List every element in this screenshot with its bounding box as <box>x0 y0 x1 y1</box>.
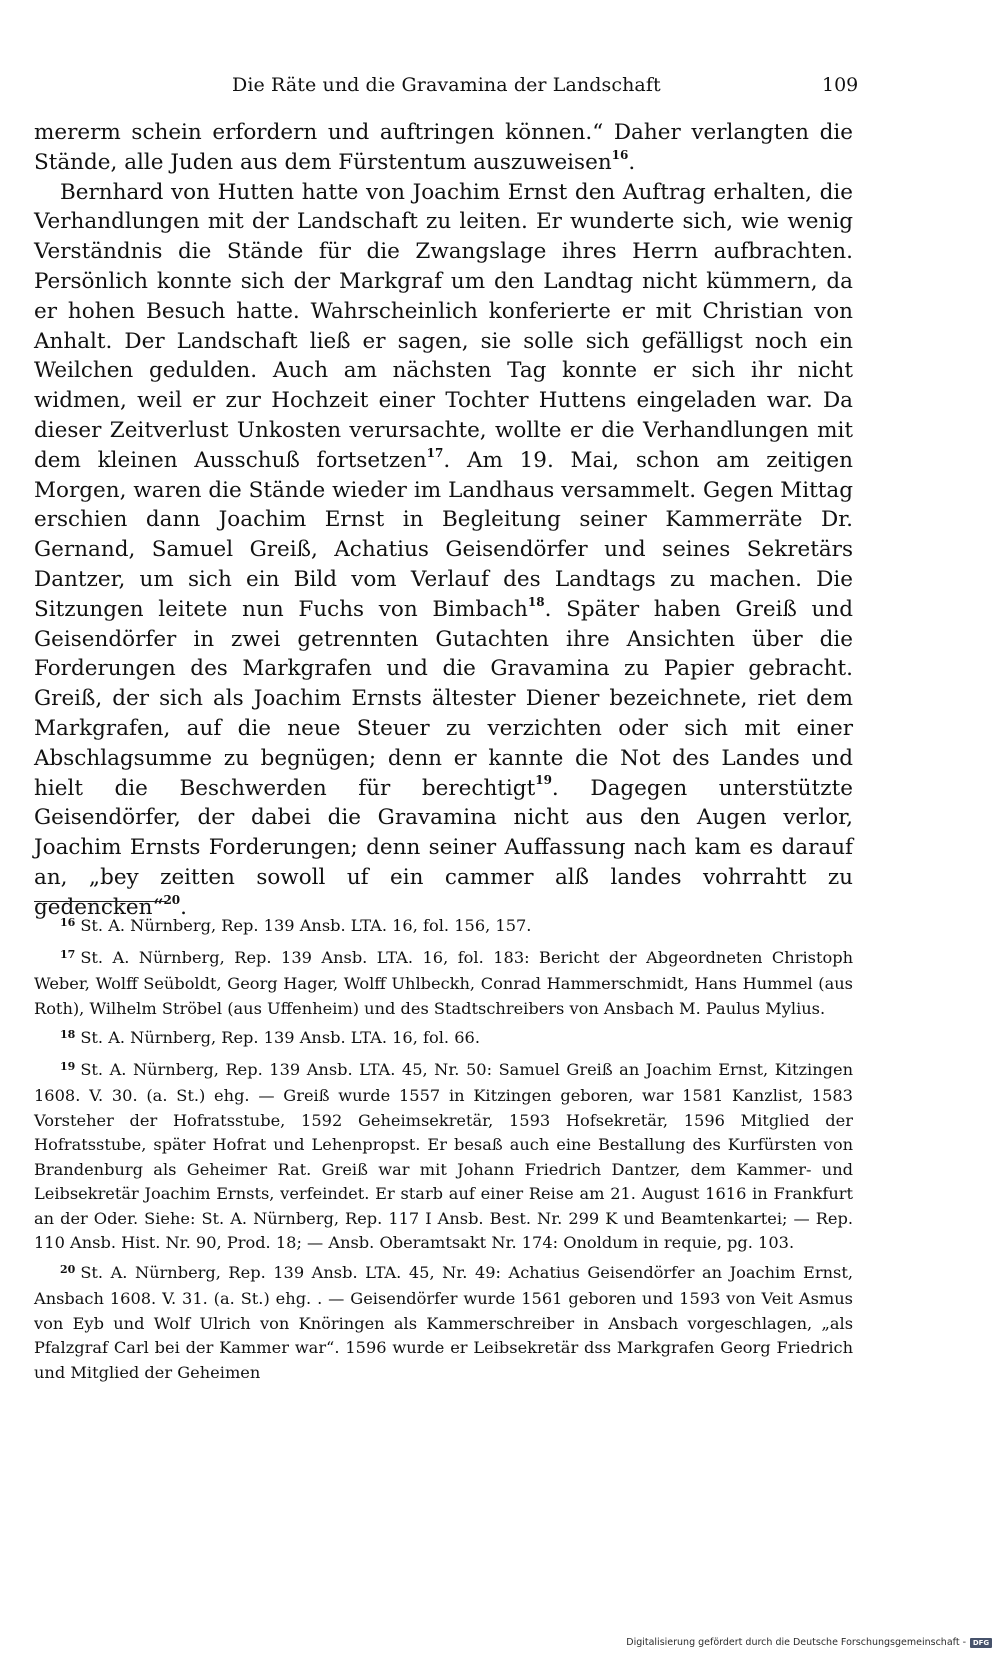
footnote-number: 17 <box>60 947 76 961</box>
footnote-ref[interactable]: 17 <box>426 445 444 460</box>
footnote <box>34 1058 853 1256</box>
footnote <box>34 914 853 941</box>
text-run: mererm schein erfordern und auftringen können.“ Daher verlangten die Stände, alle Juden aus dem Fürstentum auszuweisen <box>34 120 853 175</box>
footnote-number: 19 <box>60 1059 76 1073</box>
paragraph <box>34 178 853 923</box>
footnote <box>34 1026 853 1053</box>
body-text <box>34 118 853 923</box>
footnote-number: 20 <box>60 1262 76 1276</box>
running-title: Die Räte und die Gravamina der Landschaft <box>232 74 661 96</box>
footnote-ref[interactable]: 16 <box>611 147 629 162</box>
footnote-ref[interactable]: 19 <box>535 773 552 788</box>
text-run: . <box>180 894 187 920</box>
footnote-divider <box>34 901 166 902</box>
footnote-text: St. A. Nürnberg, Rep. 139 Ansb. LTA. 45, Nr. 49: Achatius Geisendörfer an Joachim Ernst, Ansbach 1608. V. 31. (a. St.) ehg. . — Geisendörfer wurde 1561 geboren und 1593 von Veit Asmus von Eyb und Wolf Ulrich von Knöringen als Kammerschreiber in Ansbach vorgeschlagen, „als Pfalzgraf Carl bei der Kammer war“. 1596 wurde er Leibsekretär dss Markgrafen Georg Friedrich und Mitglied der Geheimen <box>34 1262 853 1382</box>
credit-text: Digitalisierung gefördert durch die Deutsche Forschungsgemeinschaft - <box>626 1637 966 1648</box>
footnote <box>34 1261 853 1386</box>
footnote-text: St. A. Nürnberg, Rep. 139 Ansb. LTA. 16, fol. 66. <box>80 1028 480 1047</box>
text-run: . Am 19. Mai, schon am zeitigen Morgen, waren die Stände wieder im Landhaus versammelt. Gegen Mittag erschien dann Joachim Ernst in Begleitung seiner Kammerräte Dr. Gernand, Samuel Greiß, Achatius Geisendörfer und seines Sekretärs Dantzer, um sich ein Bild vom Verlauf des Landtags zu machen. Die Sitzungen leitete nun Fuchs von Bimbach <box>34 447 853 622</box>
dfg-logo-icon: DFG <box>970 1638 992 1648</box>
footnote-text: St. A. Nürnberg, Rep. 139 Ansb. LTA. 45, Nr. 50: Samuel Greiß an Joachim Ernst, Kitzingen 1608. V. 30. (a. St.) ehg. — Greiß wurde 1557 in Kitzingen geboren, war 1581 Kanzlist, 1583 Vorsteher der Hofratsstube, 1592 Geheimsekretär, 1593 Hofsekretär, 1596 Mitglied der Hofratsstube, später Hofrat und Lehenpropst. Er besaß auch eine Bestallung des Kurfürsten von Brandenburg als Geheimer Rat. Greiß war mit Johann Friedrich Dantzer, dem Kammer- und Leibsekretär Joachim Ernsts, verfeindet. Er starb auf einer Reise am 21. August 1616 in Frankfurt an der Oder. Siehe: St. A. Nürnberg, Rep. 117 I Ansb. Best. Nr. 299 K und Beamtenkartei; — Rep. 110 Ansb. Hist. Nr. 90, Prod. 18; — Ansb. Oberamtsakt Nr. 174: Onoldum in requie, pg. 103. <box>34 1059 853 1252</box>
footnote-number: 16 <box>60 916 76 929</box>
page-number: 109 <box>822 74 859 96</box>
footnote-ref[interactable]: 20 <box>163 892 181 907</box>
paragraph <box>34 118 853 178</box>
text-run: . Dagegen unterstützte Geisendörfer, der dabei die Gravamina nicht aus den Augen verlor, Joachim Ernsts Forderungen; denn seiner Auffassung nach kam es darauf an, „bey zeitten sowoll uf ein cammer alß landes vohrrahtt zu gedencken“ <box>34 775 853 920</box>
running-head <box>0 70 1000 104</box>
footnote-text: St. A. Nürnberg, Rep. 139 Ansb. LTA. 16, fol. 183: Bericht der Abgeordneten Christoph Weber, Wolff Seüboldt, Georg Hager, Wolff Uhlbeckh, Conrad Hammerschmidt, Hans Hummel (aus Roth), Wilhelm Ströbel (aus Uffenheim) und des Stadtschreibers von Ansbach M. Paulus Mylius. <box>34 947 853 1018</box>
footnotes <box>34 914 853 1390</box>
footnote-number: 18 <box>60 1028 76 1041</box>
footnote <box>34 946 853 1022</box>
footnote-ref[interactable]: 18 <box>527 594 545 609</box>
text-run: Bernhard von Hutten hatte von Joachim Ernst den Auftrag erhalten, die Verhandlungen mit der Landschaft zu leiten. Er wunderte sich, wie wenig Verständnis die Stände für die Zwangslage ihres Herrn aufbrachten. Persönlich konnte sich der Markgraf um den Landtag nicht kümmern, da er hohen Besuch hatte. Wahrscheinlich konferierte er mit Christian von Anhalt. Der Landschaft ließ er sagen, sie solle sich gefälligst noch ein Weilchen gedulden. Auch am nächsten Tag konnte er sich ihr nicht widmen, weil er zur Hochzeit einer Tochter Huttens eingeladen war. Da dieser Zeitverlust Unkosten verursachte, wollte er die Verhandlungen mit dem kleinen Ausschuß fortsetzen <box>34 179 853 473</box>
text-run: . Später haben Greiß und Geisendörfer in zwei getrennten Gutachten ihre Ansichten über die Forderungen des Markgrafen und die Gravamina zu Papier gebracht. Greiß, der sich als Joachim Ernsts ältester Diener bezeichnete, riet dem Markgrafen, auf die neue Steuer zu verzichten oder sich mit einer Abschlagsumme zu begnügen; denn er kannte die Not des Landes und hielt die Beschwerden für berechtigt <box>34 596 854 801</box>
text-run: . <box>628 149 636 175</box>
footnote-text: St. A. Nürnberg, Rep. 139 Ansb. LTA. 16, fol. 156, 157. <box>80 916 532 935</box>
digitization-credit <box>626 1636 992 1650</box>
